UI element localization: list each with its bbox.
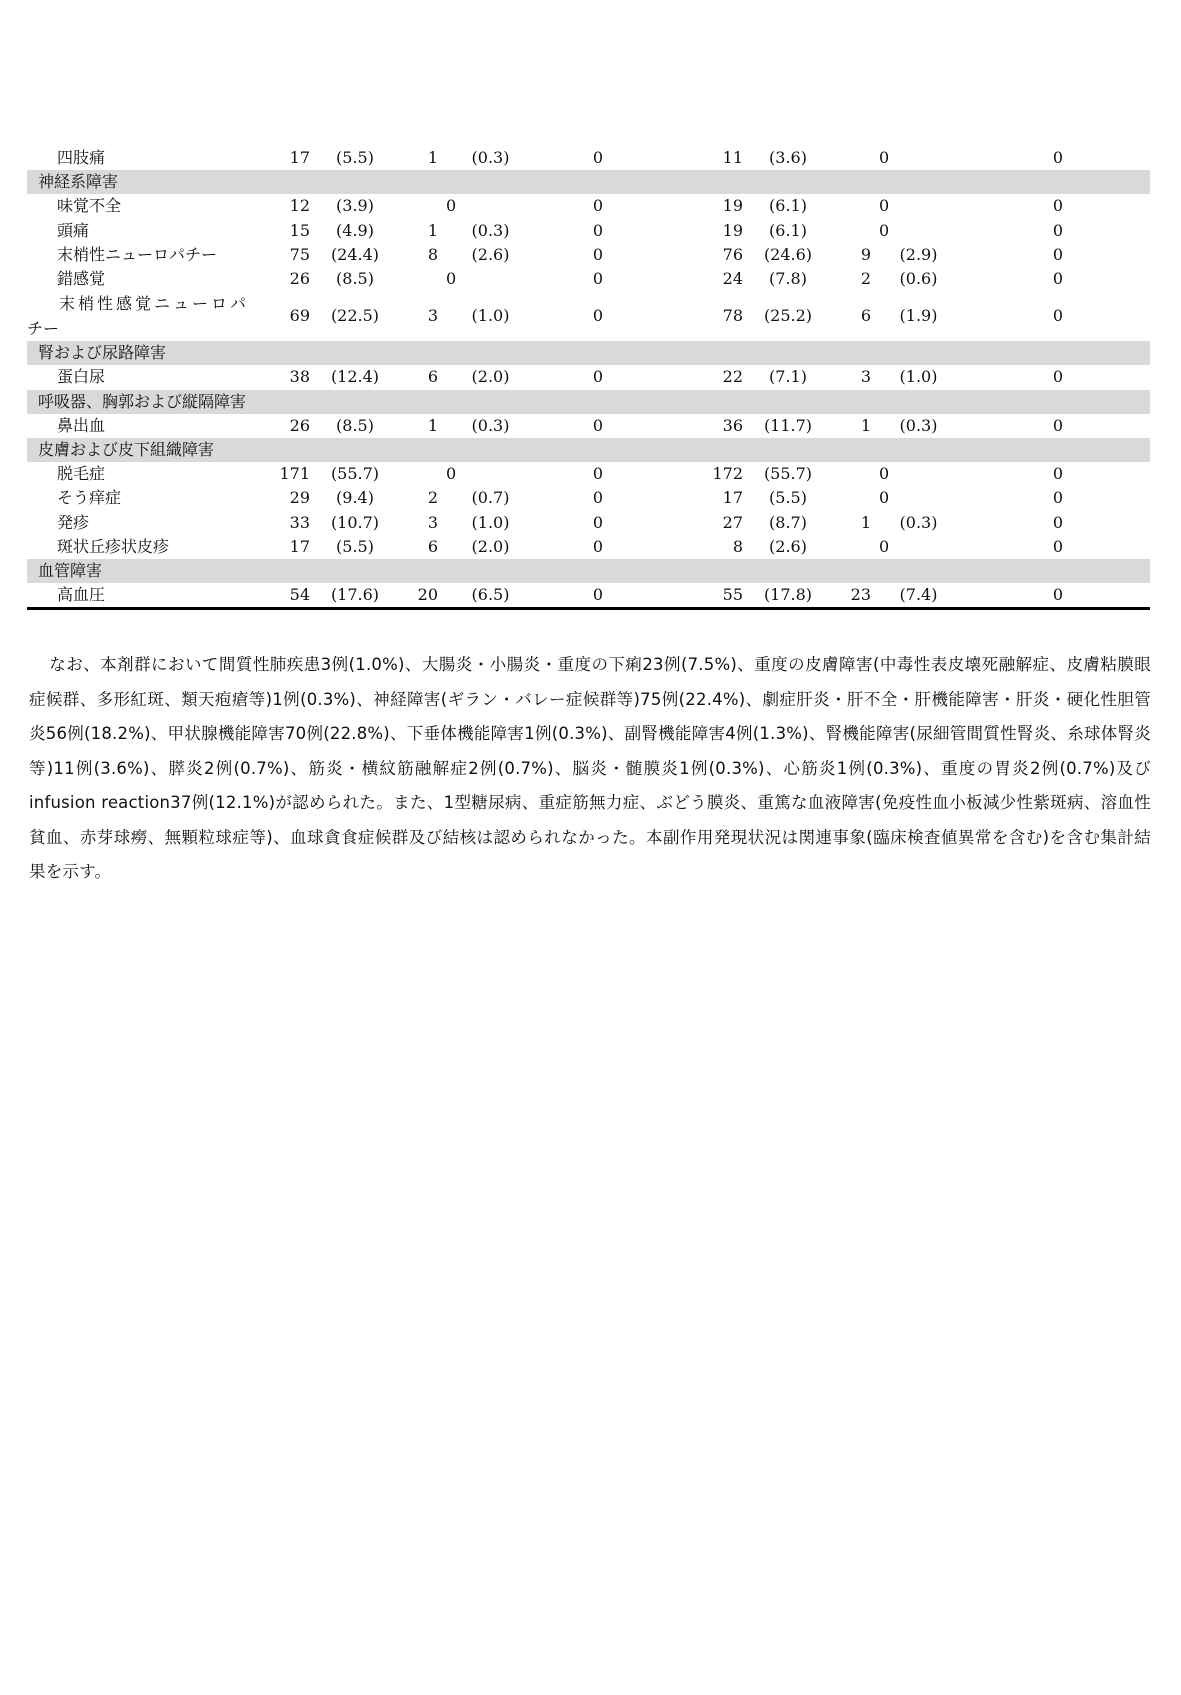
control-all-grade-count: 19 xyxy=(722,220,743,240)
event-name: 発疹 xyxy=(57,512,90,532)
drug-grade5-count: 0 xyxy=(592,367,604,387)
table-body xyxy=(27,146,1150,609)
drug-grade3-percent: (6.5) xyxy=(438,583,543,609)
drug-grade3-count xyxy=(400,194,438,218)
drug-grade5-count: 0 xyxy=(592,415,604,435)
drug-grade5-count: 0 xyxy=(543,583,653,609)
table-row xyxy=(27,365,1150,389)
table-row xyxy=(27,486,1150,510)
drug-grade3-count: 3 xyxy=(427,306,438,326)
drug-all-grade-percent: (17.6) xyxy=(310,583,400,609)
drug-grade3-percent: (2.6) xyxy=(471,244,510,264)
control-grade3-percent: 0 xyxy=(879,220,890,240)
drug-all-grade-percent: (8.5) xyxy=(336,269,374,289)
control-grade3-percent: (7.4) xyxy=(871,583,966,609)
drug-all-grade-count: 17 xyxy=(289,148,310,168)
control-grade3-count xyxy=(833,219,871,243)
drug-all-grade-percent: (8.5) xyxy=(336,415,374,435)
category-name: 呼吸器、胸郭および縦隔障害 xyxy=(27,390,263,414)
table-row xyxy=(27,194,1150,218)
control-grade3-percent: (1.0) xyxy=(899,367,938,387)
drug-grade3-count xyxy=(400,267,438,291)
table-row xyxy=(27,535,1150,559)
drug-all-grade-count: 29 xyxy=(289,488,310,508)
drug-grade3-percent: (2.0) xyxy=(471,367,510,387)
control-grade5-count: 0 xyxy=(1052,220,1064,240)
control-all-grade-count: 76 xyxy=(722,244,743,264)
drug-grade3-count: 8 xyxy=(427,244,438,264)
drug-all-grade-percent: (3.9) xyxy=(336,196,374,216)
event-name: 鼻出血 xyxy=(57,415,106,435)
drug-grade5-count: 0 xyxy=(592,306,604,326)
control-grade5-count: 0 xyxy=(1052,148,1064,168)
drug-all-grade-percent: (5.5) xyxy=(336,148,374,168)
table-row xyxy=(27,291,1150,341)
event-name: 味覚不全 xyxy=(57,196,122,216)
drug-grade3-percent: 0 xyxy=(446,464,457,484)
control-grade5-count: 0 xyxy=(1052,367,1064,387)
event-name: 四肢痛 xyxy=(57,148,106,168)
control-all-grade-percent: (7.1) xyxy=(769,367,807,387)
event-name xyxy=(27,291,263,341)
control-grade3-percent: 0 xyxy=(879,148,890,168)
drug-grade3-count: 1 xyxy=(427,148,438,168)
category-fill xyxy=(263,559,1150,583)
control-all-grade-percent: (17.8) xyxy=(743,583,833,609)
drug-all-grade-percent: (12.4) xyxy=(330,367,380,387)
control-grade3-count: 1 xyxy=(860,415,871,435)
table-row xyxy=(27,583,1150,609)
control-all-grade-percent: (11.7) xyxy=(763,415,813,435)
control-all-grade-percent: (3.6) xyxy=(769,148,807,168)
drug-grade3-percent: 0 xyxy=(446,269,457,289)
control-grade3-percent: (0.6) xyxy=(899,269,938,289)
category-fill xyxy=(263,170,1150,194)
control-all-grade-percent: (5.5) xyxy=(769,488,807,508)
drug-grade3-count xyxy=(400,462,438,486)
event-name: 斑状丘疹状皮疹 xyxy=(57,536,170,556)
control-grade3-count xyxy=(833,535,871,559)
drug-all-grade-count: 38 xyxy=(289,367,310,387)
control-grade3-percent: 0 xyxy=(879,536,890,556)
drug-grade5-count: 0 xyxy=(592,269,604,289)
drug-grade3-count: 6 xyxy=(427,367,438,387)
control-all-grade-count: 11 xyxy=(722,148,743,168)
control-all-grade-count: 19 xyxy=(722,196,743,216)
control-all-grade-percent: (6.1) xyxy=(769,196,807,216)
control-grade3-percent: (0.3) xyxy=(899,415,938,435)
drug-grade5-count: 0 xyxy=(592,512,604,532)
control-grade3-count xyxy=(833,194,871,218)
control-all-grade-count: 8 xyxy=(732,536,743,556)
category-name: 腎および尿路障害 xyxy=(27,341,263,365)
control-grade5-count: 0 xyxy=(1052,196,1064,216)
control-all-grade-percent: (25.2) xyxy=(763,306,813,326)
control-grade5-count: 0 xyxy=(966,583,1150,609)
table-row xyxy=(27,462,1150,486)
event-name: そう痒症 xyxy=(57,488,122,508)
control-grade3-count: 23 xyxy=(833,583,871,609)
category-row xyxy=(27,390,1150,414)
drug-grade3-percent: (0.7) xyxy=(471,488,510,508)
drug-grade3-percent: (1.0) xyxy=(471,512,510,532)
event-name-line1: 末梢性感覚ニューロパ xyxy=(59,294,250,314)
drug-all-grade-percent: (22.5) xyxy=(330,306,380,326)
drug-grade3-count: 3 xyxy=(427,512,438,532)
footnote-text: なお、本剤群において間質性肺疾患3例(1.0%)、大腸炎・小腸炎・重度の下痢23例(7.5%)、重度の皮膚障害(中毒性表皮壊死融解症、皮膚粘膜眼症候群、多形紅斑、類天疱瘡等)1例(0.3%)、神経障害(ギラン・バレー症候群等)75例(22.4%)、劇症肝炎・肝不全・肝機能障害・肝炎・硬化性胆管炎56例(18.2%)、甲状腺機能障害70例(22.8%)、下垂体機能障害1例(0.3%)、副腎機能障害4例(1.3%)、腎機能障害(尿細管間質性腎炎、糸球体腎炎等)11例(3.6%)、膵炎2例(0.7%)、筋炎・横紋筋融解症2例(0.7%)、脳炎・髄膜炎1例(0.3%)、心筋炎1例(0.3%)、重度の胃炎2例(0.7%)及びinfusion reaction37例(12.1%)が認められた。また、1型糖尿病、重症筋無力症、ぶどう膜炎、重篤な血液障害(免疫性血小板減少性紫斑病、溶血性貧血、赤芽球癆、無顆粒球症等)、血球貪食症候群及び結核は認められなかった。本副作用発現状況は関連事象(臨床検査値異常を含む)を含む集計結果を示す。 xyxy=(29,655,1151,881)
drug-grade5-count: 0 xyxy=(592,536,604,556)
table-row xyxy=(27,146,1150,170)
event-name-line2: チー xyxy=(27,319,60,339)
drug-all-grade-count: 26 xyxy=(289,269,310,289)
event-name: 蛋白尿 xyxy=(57,367,106,387)
control-all-grade-percent: (24.6) xyxy=(763,244,813,264)
control-grade5-count: 0 xyxy=(1052,244,1064,264)
control-grade5-count: 0 xyxy=(1052,464,1064,484)
drug-grade3-percent: (2.0) xyxy=(471,536,510,556)
control-grade5-count: 0 xyxy=(1052,306,1064,326)
drug-grade3-count: 1 xyxy=(427,415,438,435)
drug-all-grade-percent: (4.9) xyxy=(336,220,374,240)
drug-grade5-count: 0 xyxy=(592,196,604,216)
control-all-grade-count: 55 xyxy=(653,583,743,609)
drug-grade3-count: 20 xyxy=(400,583,438,609)
control-grade3-count xyxy=(833,146,871,170)
control-grade3-percent: (2.9) xyxy=(899,244,938,264)
table-row xyxy=(27,267,1150,291)
control-grade3-count xyxy=(833,486,871,510)
drug-grade3-count: 1 xyxy=(427,220,438,240)
control-grade3-count: 2 xyxy=(860,269,871,289)
control-grade3-count: 6 xyxy=(860,306,871,326)
category-name: 神経系障害 xyxy=(27,170,263,194)
drug-all-grade-count: 54 xyxy=(263,583,310,609)
drug-all-grade-percent: (55.7) xyxy=(330,464,380,484)
drug-grade5-count: 0 xyxy=(592,148,604,168)
control-all-grade-percent: (2.6) xyxy=(769,536,807,556)
control-grade3-count: 3 xyxy=(860,367,871,387)
drug-all-grade-count: 12 xyxy=(289,196,310,216)
table-row xyxy=(27,510,1150,534)
control-grade5-count: 0 xyxy=(1052,269,1064,289)
drug-all-grade-count: 33 xyxy=(289,512,310,532)
drug-grade5-count: 0 xyxy=(592,488,604,508)
category-name: 皮膚および皮下組織障害 xyxy=(27,438,263,462)
drug-grade3-count: 6 xyxy=(427,536,438,556)
drug-all-grade-count: 15 xyxy=(289,220,310,240)
category-fill xyxy=(263,438,1150,462)
control-all-grade-count: 24 xyxy=(722,269,743,289)
category-row xyxy=(27,170,1150,194)
control-all-grade-count: 78 xyxy=(722,306,743,326)
drug-grade5-count: 0 xyxy=(592,220,604,240)
control-grade5-count: 0 xyxy=(1052,415,1064,435)
event-name: 高血圧 xyxy=(27,583,263,609)
drug-grade3-percent: 0 xyxy=(446,196,457,216)
table-row xyxy=(27,414,1150,438)
drug-grade3-percent: (1.0) xyxy=(471,306,510,326)
category-row xyxy=(27,438,1150,462)
control-grade3-count: 9 xyxy=(860,244,871,264)
category-fill xyxy=(263,341,1150,365)
drug-all-grade-count: 171 xyxy=(279,464,310,484)
control-all-grade-count: 36 xyxy=(722,415,743,435)
control-grade3-percent: (0.3) xyxy=(899,512,938,532)
event-name: 頭痛 xyxy=(57,220,90,240)
control-grade3-count: 1 xyxy=(860,512,871,532)
event-name: 脱毛症 xyxy=(57,464,106,484)
control-all-grade-percent: (55.7) xyxy=(763,464,813,484)
drug-all-grade-count: 75 xyxy=(289,244,310,264)
drug-all-grade-count: 17 xyxy=(289,536,310,556)
event-name: 錯感覚 xyxy=(57,269,106,289)
table-row xyxy=(27,219,1150,243)
drug-grade5-count: 0 xyxy=(592,244,604,264)
event-name: 末梢性ニューロパチー xyxy=(57,244,218,264)
control-grade3-percent: 0 xyxy=(879,196,890,216)
control-grade3-percent: 0 xyxy=(879,488,890,508)
drug-grade3-percent: (0.3) xyxy=(471,148,510,168)
control-all-grade-count: 27 xyxy=(722,512,743,532)
control-grade5-count: 0 xyxy=(1052,536,1064,556)
drug-grade3-percent: (0.3) xyxy=(471,415,510,435)
control-all-grade-count: 22 xyxy=(722,367,743,387)
category-fill xyxy=(263,390,1150,414)
control-all-grade-count: 172 xyxy=(712,464,743,484)
drug-all-grade-count: 69 xyxy=(289,306,310,326)
control-grade3-count xyxy=(833,462,871,486)
footnote-paragraph xyxy=(29,648,1151,890)
drug-grade3-percent: (0.3) xyxy=(471,220,510,240)
drug-all-grade-percent: (10.7) xyxy=(330,512,380,532)
drug-all-grade-count: 26 xyxy=(289,415,310,435)
control-all-grade-count: 17 xyxy=(722,488,743,508)
control-all-grade-percent: (7.8) xyxy=(769,269,807,289)
drug-grade3-count: 2 xyxy=(427,488,438,508)
control-grade3-percent: 0 xyxy=(879,464,890,484)
control-grade5-count: 0 xyxy=(1052,488,1064,508)
adverse-events-table xyxy=(27,146,1150,610)
control-all-grade-percent: (8.7) xyxy=(769,512,807,532)
control-grade3-percent: (1.9) xyxy=(899,306,938,326)
table-row xyxy=(27,243,1150,267)
control-grade5-count: 0 xyxy=(1052,512,1064,532)
drug-all-grade-percent: (24.4) xyxy=(330,244,380,264)
drug-all-grade-percent: (5.5) xyxy=(336,536,374,556)
category-row xyxy=(27,559,1150,583)
control-all-grade-percent: (6.1) xyxy=(769,220,807,240)
drug-grade5-count: 0 xyxy=(592,464,604,484)
category-name: 血管障害 xyxy=(27,559,263,583)
category-row xyxy=(27,341,1150,365)
drug-all-grade-percent: (9.4) xyxy=(336,488,374,508)
